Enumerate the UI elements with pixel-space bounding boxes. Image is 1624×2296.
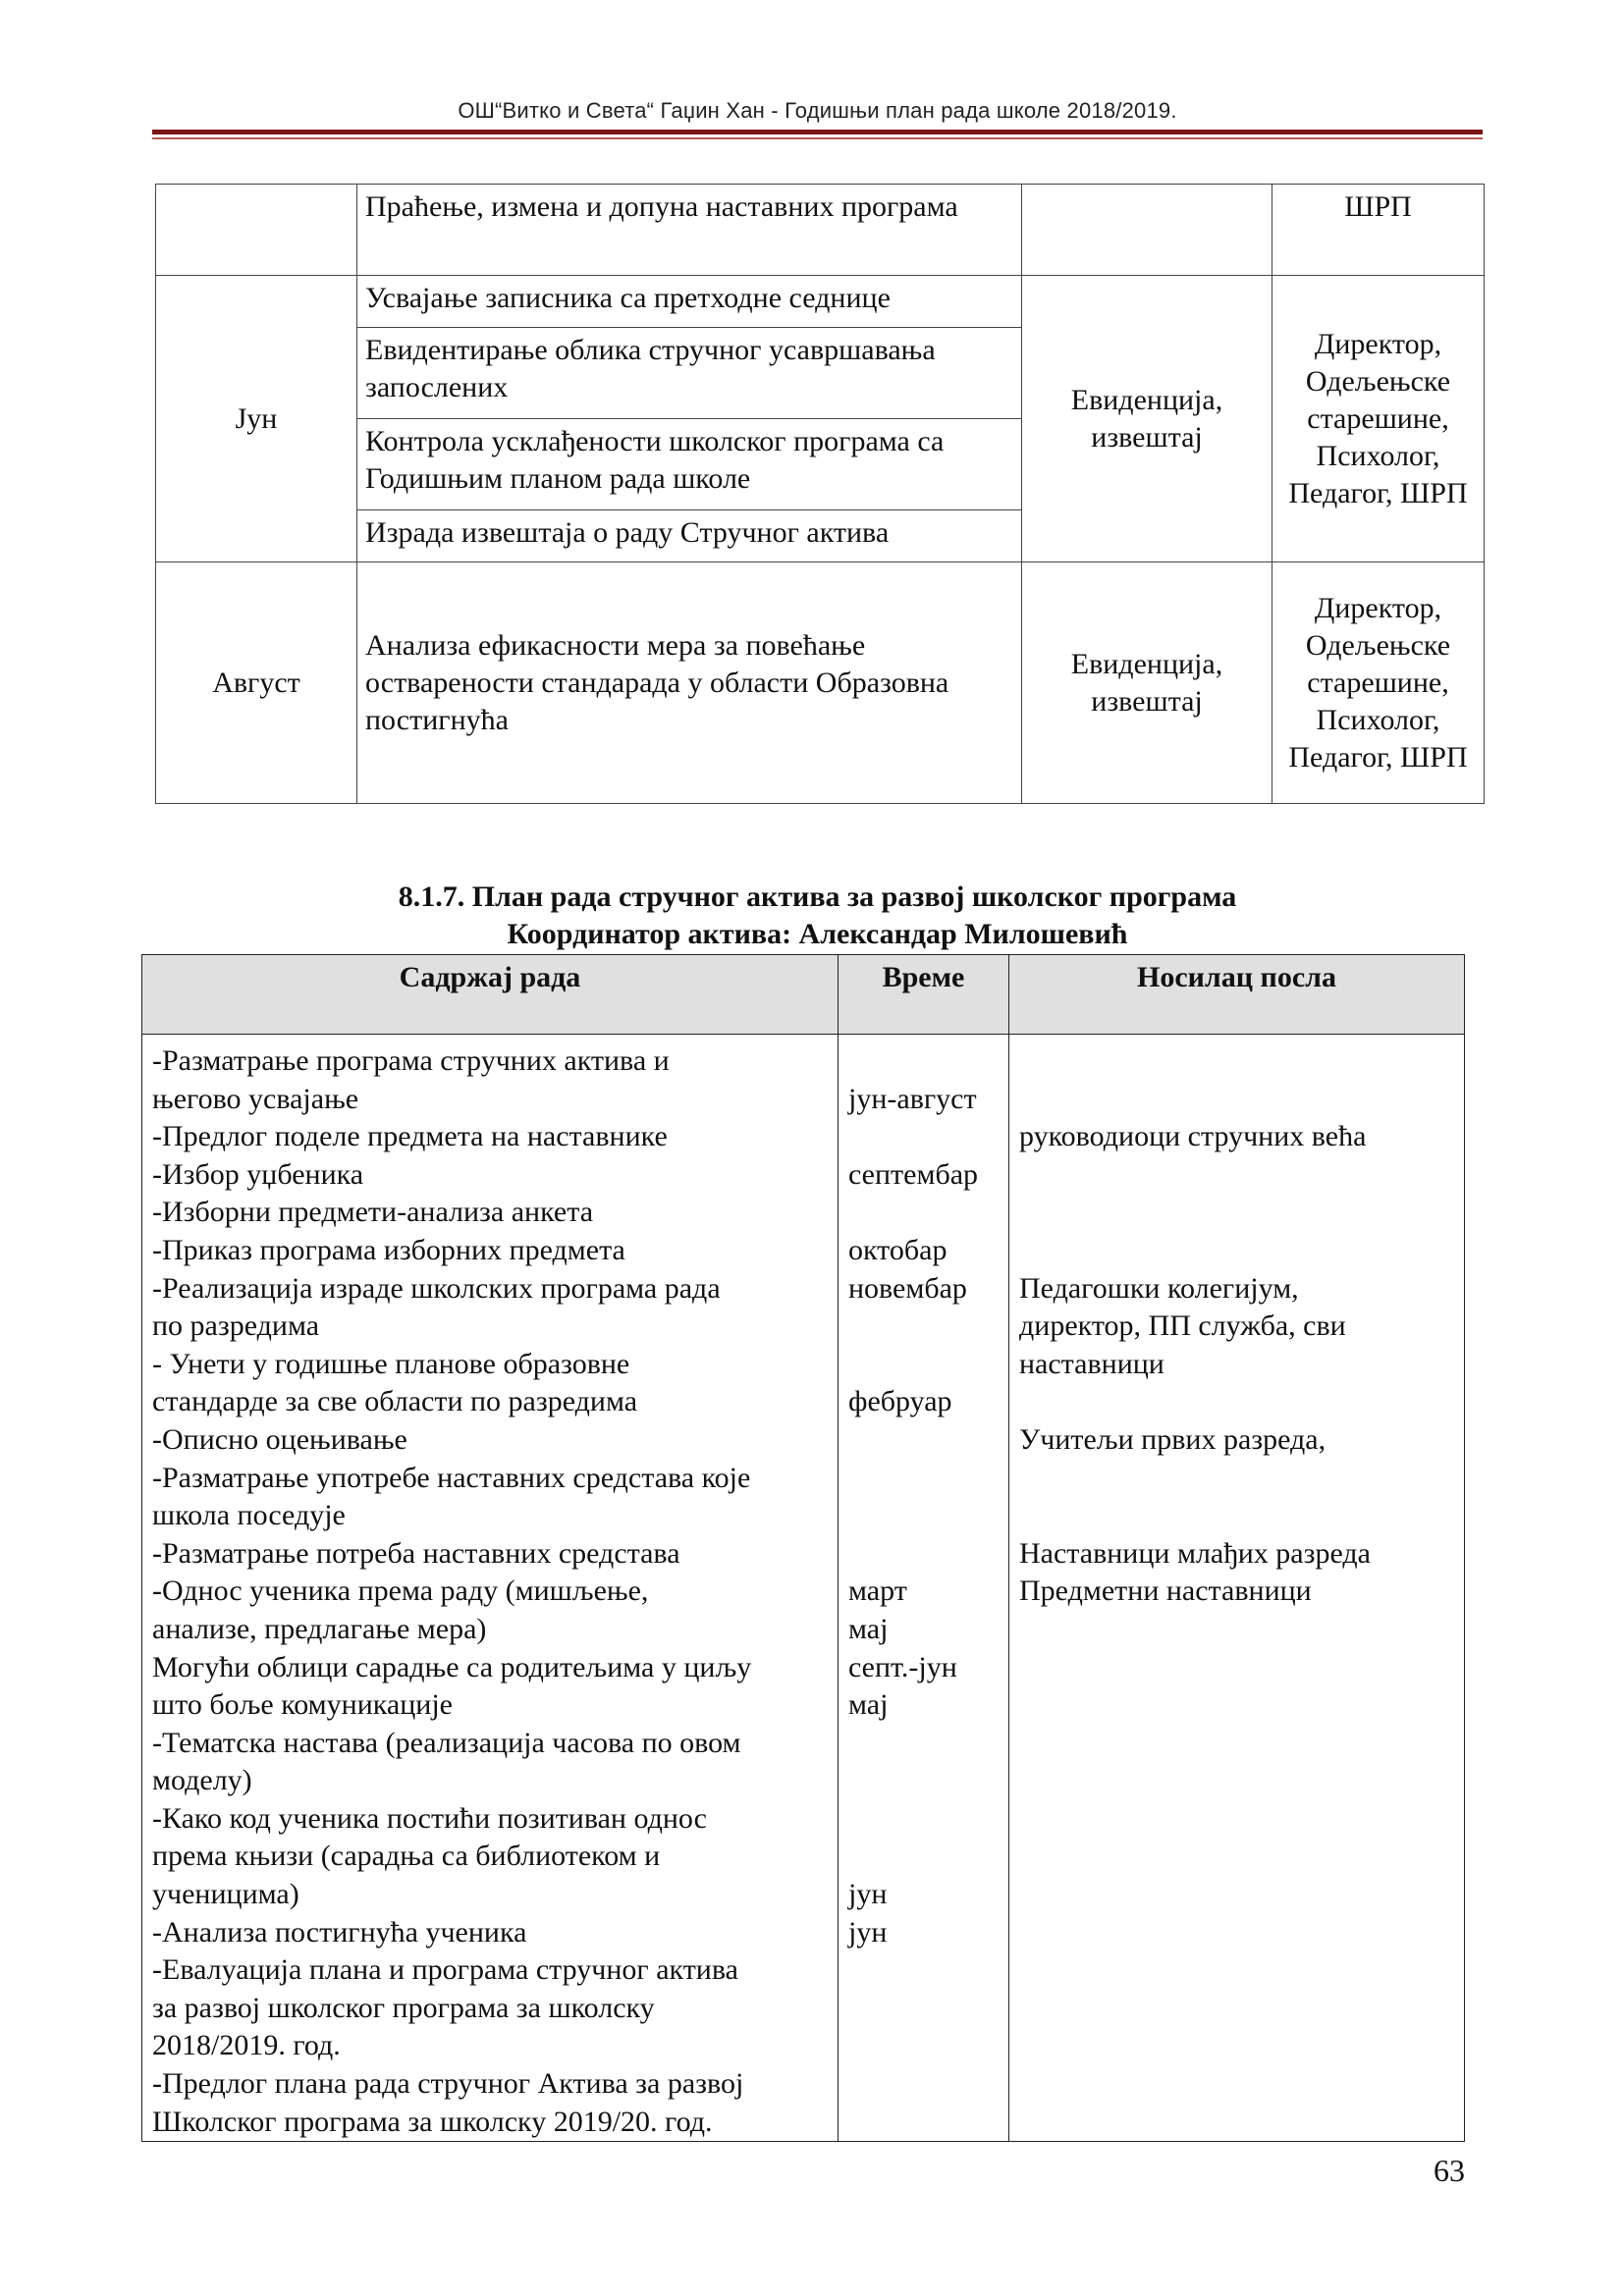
content-line: -Како код ученика постићи позитиван однос [152, 1801, 707, 1835]
content-line: - Унети у годишње планове образовне [152, 1347, 630, 1380]
time-line [848, 1346, 999, 1384]
time-line: новембар [848, 1271, 967, 1305]
time-line: јун-август [848, 1082, 977, 1115]
holder-line [1019, 1081, 1454, 1119]
column-header-holder: Носилац посла [1009, 955, 1465, 1035]
time-line [848, 1725, 999, 1763]
time-line: мај [848, 1688, 889, 1722]
holder-line: наставници [1019, 1347, 1164, 1380]
content-line: 2018/2019. год. [152, 2029, 341, 2062]
holder-line: руководиоци стручних већа [1019, 1120, 1367, 1153]
content-line: -Евалуација плана и програма стручног актива [152, 1953, 738, 1987]
content-line: -Разматрање потреба наставних средстава [152, 1536, 680, 1570]
table-row [156, 185, 1485, 276]
header-rule-thin [152, 137, 1483, 139]
content-line: његово усвајање [152, 1082, 359, 1115]
holder-line [1019, 1156, 1454, 1195]
holder-line: директор, ПП служба, сви [1019, 1309, 1346, 1343]
content-line: -Описно оцењивање [152, 1422, 407, 1456]
content-cell [142, 1035, 839, 2142]
table-row [142, 1035, 1465, 2142]
time-line: октобар [848, 1233, 947, 1266]
time-line: март [848, 1575, 907, 1608]
section-heading [152, 879, 1483, 953]
activity-cell: Израда извештаја о раду Стручног актива [357, 510, 1022, 562]
time-line: септ.-јун [848, 1650, 957, 1683]
content-line: Могући облици сарадње са родитељима у циљу [152, 1650, 752, 1683]
time-line [848, 1762, 999, 1800]
content-line: школа поседује [152, 1499, 346, 1532]
content-line: стандарде за све области по разредима [152, 1385, 638, 1418]
month-cell-avgust: Август [156, 562, 357, 804]
content-line: -Приказ програма изборних предмета [152, 1233, 625, 1266]
content-line: анализе, предлагање мера) [152, 1612, 487, 1645]
time-line: фебруар [848, 1385, 952, 1418]
header-title: ОШ“Витко и Света“ Гаџин Хан - Годишњи план рада школе 2018/2019. [458, 98, 1177, 123]
time-line: септембар [848, 1157, 979, 1191]
content-line: ученицима) [152, 1878, 299, 1911]
content-line: -Анализа постигнућа ученика [152, 1915, 527, 1949]
holder-line: Педагошки колегијум, [1019, 1271, 1299, 1305]
header-rule [152, 130, 1483, 134]
content-line: -Избор уџбеника [152, 1157, 364, 1191]
activity-cell: Усвајање записника са претходне седнице [357, 276, 1022, 328]
holder-line [1019, 1042, 1454, 1081]
school-program-plan-table [141, 954, 1465, 2142]
holder-line [1019, 1232, 1454, 1270]
time-line [848, 1194, 999, 1232]
content-line: -Предлог поделе предмета на наставнике [152, 1120, 668, 1153]
time-line [848, 1460, 999, 1498]
holder-line [1019, 1497, 1454, 1535]
holder-line [1019, 1383, 1454, 1421]
time-line [848, 1118, 999, 1156]
responsible-cell: Директор, Одељењске старешине, Психолог, Педагог, ШРП [1272, 562, 1485, 804]
content-line: -Предлог плана рада стручног Актива за развој [152, 2067, 744, 2101]
table-header-row [142, 955, 1465, 1035]
content-line: -Изборни предмети-анализа анкета [152, 1196, 594, 1229]
content-line: према књизи (сарадња са библиотеком и [152, 1840, 661, 1873]
time-line [848, 1308, 999, 1346]
time-cell [839, 1035, 1009, 2142]
content-line: за развој школског програма за школску [152, 1991, 655, 2024]
time-line [848, 1535, 999, 1574]
holder-line: Учитељи првих разреда, [1019, 1422, 1326, 1456]
evidence-cell: Евиденција, извештај [1022, 276, 1272, 562]
time-line: јун [848, 1878, 888, 1911]
content-line: -Разматрање програма стручних актива и [152, 1044, 670, 1077]
section-title: 8.1.7. План рада стручног актива за развој школског програма [398, 881, 1237, 913]
column-header-time: Време [839, 955, 1009, 1035]
month-cell-jun: Јун [156, 276, 357, 562]
evidence-cell: Евиденција, извештај [1022, 562, 1272, 804]
content-line: моделу) [152, 1764, 252, 1797]
time-line: мај [848, 1612, 889, 1645]
evidence-cell [1022, 185, 1272, 276]
time-line [848, 1421, 999, 1460]
table-row [156, 276, 1485, 328]
plan-table-continued [155, 184, 1485, 804]
month-cell [156, 185, 357, 276]
page-number: 63 [1434, 2153, 1465, 2188]
table-row [156, 562, 1485, 804]
time-line [848, 1042, 999, 1081]
activity-cell: Евидентирање облика стручног усавршавања запослених [357, 328, 1022, 419]
activity-cell: Праћење, измена и допуна наставних програма [357, 185, 1022, 276]
responsible-cell: ШРП [1272, 185, 1485, 276]
activity-cell: Анализа ефикасности мера за повећање остварености стандарада у области Образовна постигнућа [357, 562, 1022, 804]
content-line: по разредима [152, 1309, 320, 1343]
time-line [848, 1838, 999, 1876]
responsible-cell: Директор, Одељењске старешине, Психолог, Педагог, ШРП [1272, 276, 1485, 562]
time-line [848, 1800, 999, 1839]
activity-cell: Контрола усклађености школског програма са Годишњим планом рада школе [357, 419, 1022, 510]
content-line: -Однос ученика према раду (мишљење, [152, 1575, 649, 1608]
holder-line [1019, 1460, 1454, 1498]
time-line [848, 1497, 999, 1535]
holder-line [1019, 1194, 1454, 1232]
content-line: -Реализација израде школских програма рада [152, 1271, 721, 1305]
holder-line: Предметни наставници [1019, 1575, 1312, 1608]
content-line: -Разматрање употребе наставних средстава које [152, 1461, 751, 1494]
section-coordinator: Координатор актива: Александар Милошевић [507, 918, 1128, 950]
content-line: -Тематска настава (реализација часова по овом [152, 1726, 741, 1759]
column-header-content: Садржај рада [142, 955, 839, 1035]
holder-cell [1009, 1035, 1465, 2142]
time-line: јун [848, 1915, 888, 1949]
content-line: Школског програма за школску 2019/20. год. [152, 2105, 713, 2138]
content-line: што боље комуникације [152, 1688, 453, 1722]
holder-line: Наставници млађих разреда [1019, 1536, 1371, 1570]
